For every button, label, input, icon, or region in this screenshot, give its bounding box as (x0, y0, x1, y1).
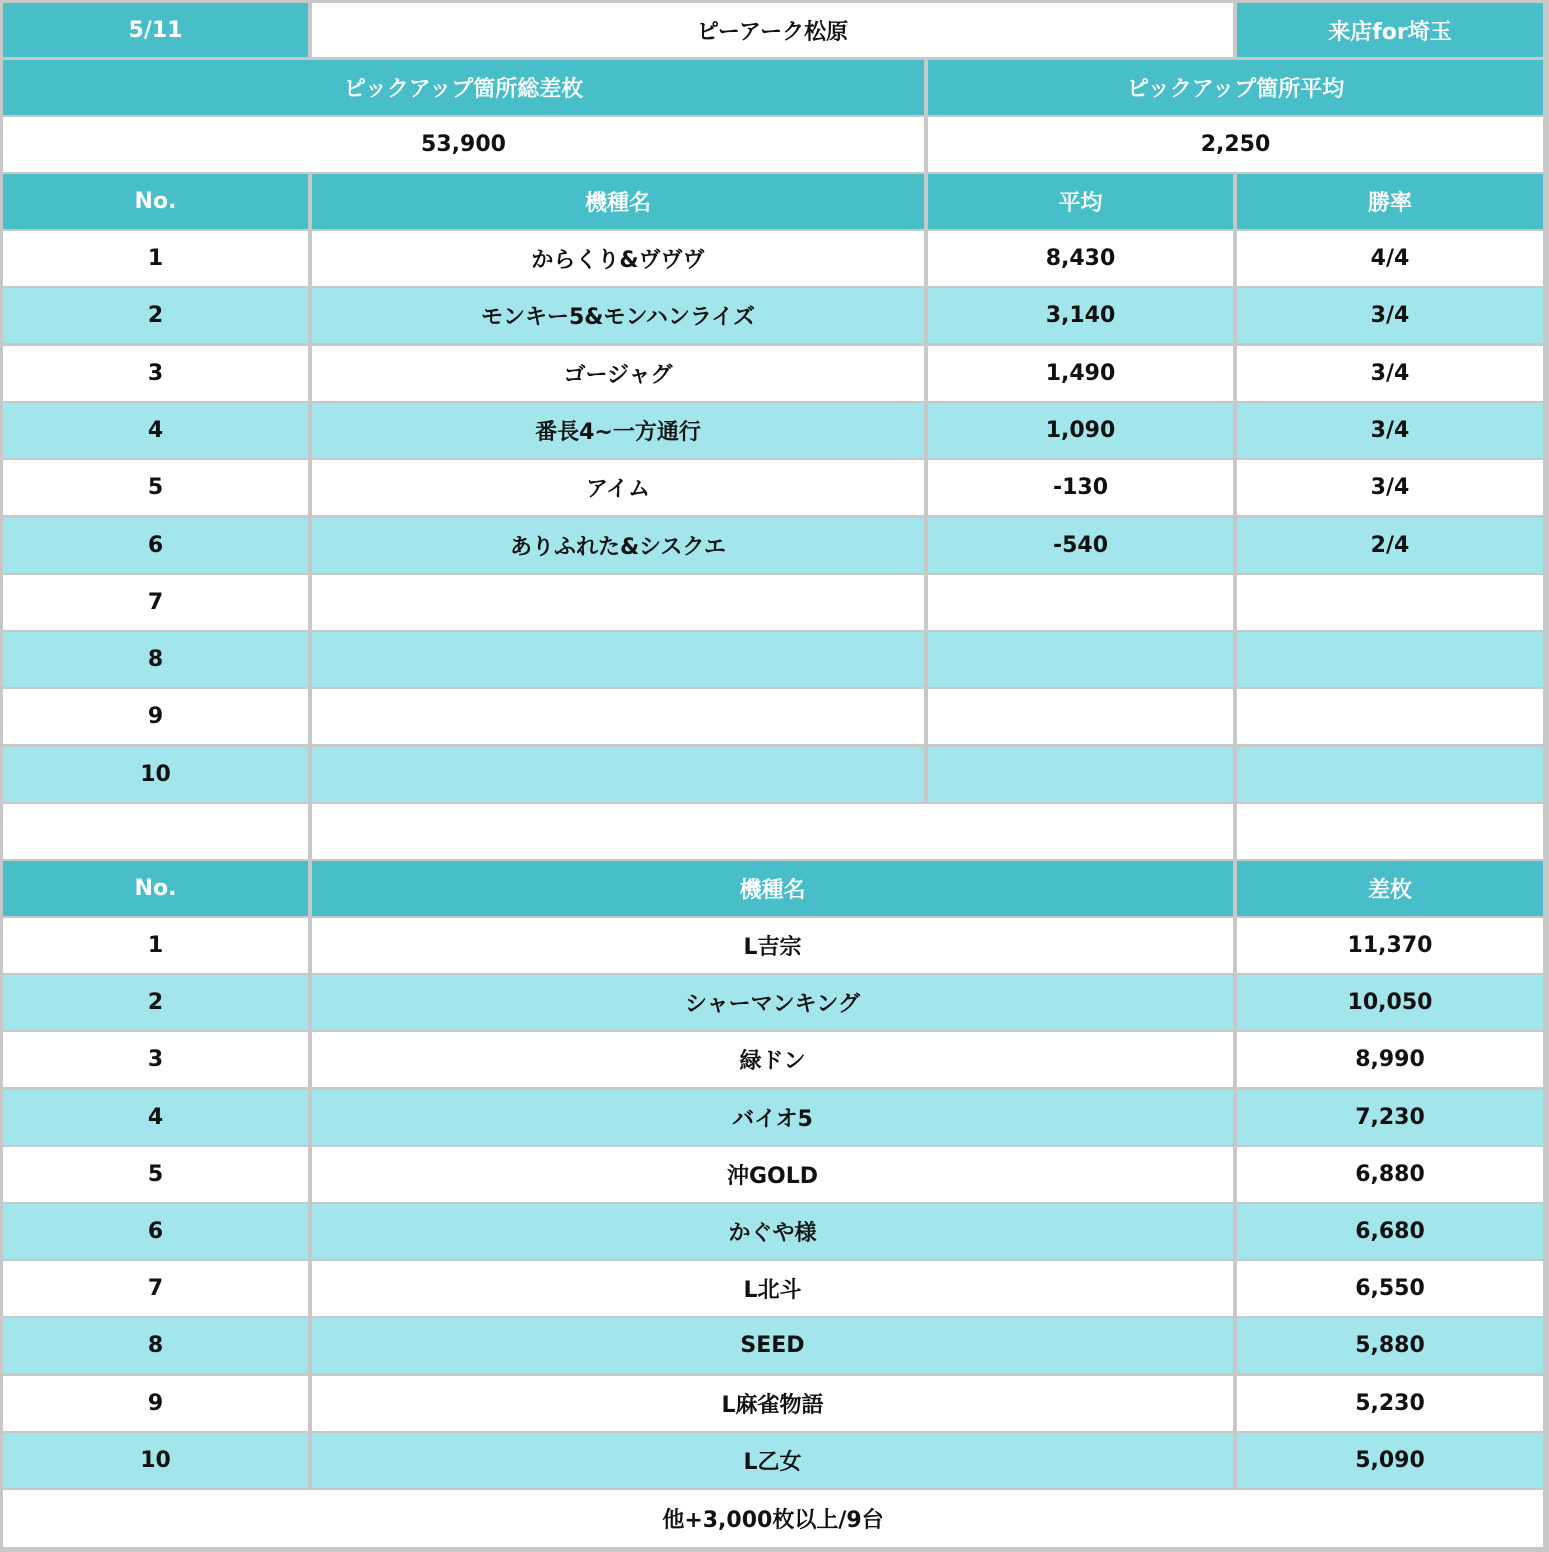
title-row (0, 0, 1549, 60)
ranking-diff: 5,230 (1237, 1376, 1543, 1431)
ranking-diff: 6,550 (1237, 1261, 1543, 1316)
ranking-row (0, 1261, 1549, 1318)
ranking-name: かぐや様 (312, 1204, 1233, 1259)
pickup-col-name: 機種名 (312, 174, 924, 229)
pickup-avg: 1,490 (928, 346, 1233, 401)
pickup-name (312, 689, 924, 744)
ranking-row (0, 975, 1549, 1032)
pickup-row (0, 460, 1549, 517)
pickup-winrate (1237, 632, 1543, 687)
pickup-no: 1 (3, 231, 308, 286)
store-name-cell: ピーアーク松原 (312, 3, 1233, 57)
pickup-name (312, 747, 924, 802)
pickup-name (312, 632, 924, 687)
ranking-no: 7 (3, 1261, 308, 1316)
spacer-cell (3, 804, 308, 859)
pickup-name: ありふれた&シスクエ (312, 518, 924, 573)
ranking-diff: 7,230 (1237, 1090, 1543, 1145)
pickup-winrate: 2/4 (1237, 518, 1543, 573)
ranking-row (0, 1318, 1549, 1375)
ranking-name: SEED (312, 1318, 1233, 1373)
pickup-winrate (1237, 747, 1543, 802)
pickup-row (0, 231, 1549, 288)
ranking-diff: 10,050 (1237, 975, 1543, 1030)
pickup-winrate (1237, 689, 1543, 744)
pickup-avg (928, 689, 1233, 744)
ranking-name: 緑ドン (312, 1032, 1233, 1087)
pickup-row (0, 518, 1549, 575)
pickup-avg: 1,090 (928, 403, 1233, 458)
pickup-name: モンキー5&モンハンライズ (312, 288, 924, 343)
ranking-name: L北斗 (312, 1261, 1233, 1316)
ranking-col-diff: 差枚 (1237, 861, 1543, 916)
ranking-row (0, 918, 1549, 975)
pickup-name: からくり&ヴヴヴ (312, 231, 924, 286)
pickup-name: ゴージャグ (312, 346, 924, 401)
ranking-diff: 6,880 (1237, 1147, 1543, 1202)
summary-value-row (0, 117, 1549, 174)
footer-note: 他+3,000枚以上/9台 (3, 1490, 1543, 1547)
pickup-row (0, 747, 1549, 804)
pickup-avg (928, 575, 1233, 630)
pickup-avg: -540 (928, 518, 1233, 573)
pickup-no: 6 (3, 518, 308, 573)
pickup-winrate: 3/4 (1237, 346, 1543, 401)
ranking-diff: 11,370 (1237, 918, 1543, 973)
pickup-name: アイム (312, 460, 924, 515)
spacer-cell (312, 804, 1233, 859)
pickup-avg: -130 (928, 460, 1233, 515)
ranking-no: 9 (3, 1376, 308, 1431)
ranking-name: L麻雀物語 (312, 1376, 1233, 1431)
pickup-col-winrate: 勝率 (1237, 174, 1543, 229)
pickup-no: 9 (3, 689, 308, 744)
ranking-no: 5 (3, 1147, 308, 1202)
ranking-row (0, 1376, 1549, 1433)
pickup-row (0, 403, 1549, 460)
pickup-avg: 3,140 (928, 288, 1233, 343)
pickup-no: 7 (3, 575, 308, 630)
total-value-cell: 53,900 (3, 117, 924, 172)
pickup-name (312, 575, 924, 630)
ranking-name: シャーマンキング (312, 975, 1233, 1030)
ranking-row (0, 1032, 1549, 1089)
pickup-winrate: 4/4 (1237, 231, 1543, 286)
avg-label-cell: ピックアップ箇所平均 (928, 60, 1543, 115)
pickup-winrate: 3/4 (1237, 460, 1543, 515)
pickup-row (0, 575, 1549, 632)
avg-value-cell: 2,250 (928, 117, 1543, 172)
pickup-no: 10 (3, 747, 308, 802)
spacer-cell (1237, 804, 1543, 859)
pickup-row (0, 689, 1549, 746)
ranking-diff: 5,880 (1237, 1318, 1543, 1373)
pickup-avg (928, 747, 1233, 802)
pickup-avg: 8,430 (928, 231, 1233, 286)
pickup-avg (928, 632, 1233, 687)
ranking-row (0, 1147, 1549, 1204)
ranking-name: L乙女 (312, 1433, 1233, 1488)
ranking-col-no: No. (3, 861, 308, 916)
ranking-diff: 6,680 (1237, 1204, 1543, 1259)
pickup-name: 番長4~一方通行 (312, 403, 924, 458)
pickup-winrate: 3/4 (1237, 403, 1543, 458)
ranking-no: 6 (3, 1204, 308, 1259)
ranking-col-name: 機種名 (312, 861, 1233, 916)
ranking-no: 10 (3, 1433, 308, 1488)
pickup-no: 2 (3, 288, 308, 343)
summary-header-row (0, 60, 1549, 117)
ranking-row (0, 1204, 1549, 1261)
footer-row (0, 1490, 1549, 1552)
ranking-diff: 5,090 (1237, 1433, 1543, 1488)
ranking-no: 2 (3, 975, 308, 1030)
date-cell: 5/11 (3, 3, 308, 57)
pickup-no: 8 (3, 632, 308, 687)
ranking-no: 1 (3, 918, 308, 973)
pickup-header-row (0, 174, 1549, 231)
pickup-no: 4 (3, 403, 308, 458)
ranking-diff: 8,990 (1237, 1032, 1543, 1087)
pickup-winrate: 3/4 (1237, 288, 1543, 343)
pickup-row (0, 346, 1549, 403)
pickup-row (0, 632, 1549, 689)
visit-cell: 来店for埼玉 (1237, 3, 1543, 57)
pickup-winrate (1237, 575, 1543, 630)
pickup-no: 5 (3, 460, 308, 515)
ranking-row (0, 1433, 1549, 1490)
ranking-name: L吉宗 (312, 918, 1233, 973)
ranking-header-row (0, 861, 1549, 918)
ranking-no: 4 (3, 1090, 308, 1145)
ranking-name: 沖GOLD (312, 1147, 1233, 1202)
ranking-no: 3 (3, 1032, 308, 1087)
pickup-no: 3 (3, 346, 308, 401)
ranking-name: バイオ5 (312, 1090, 1233, 1145)
pickup-col-no: No. (3, 174, 308, 229)
ranking-row (0, 1090, 1549, 1147)
pickup-col-avg: 平均 (928, 174, 1233, 229)
pickup-row (0, 288, 1549, 345)
ranking-no: 8 (3, 1318, 308, 1373)
total-label-cell: ピックアップ箇所総差枚 (3, 60, 924, 115)
spacer-row (0, 804, 1549, 861)
